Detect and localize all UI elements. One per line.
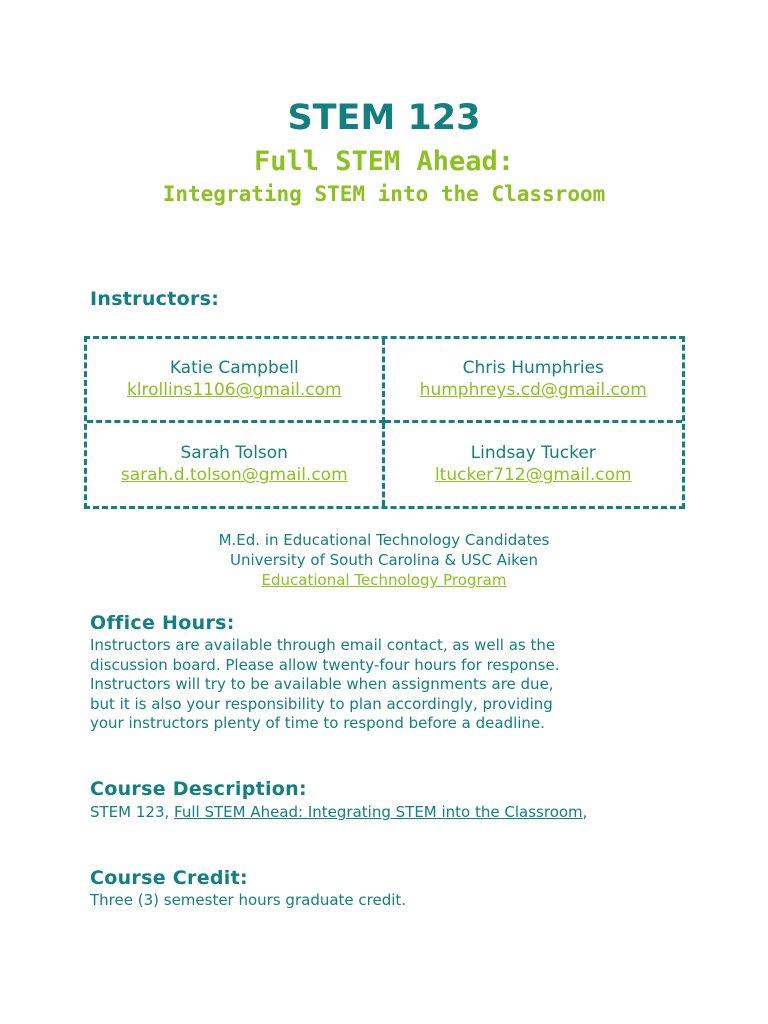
office-hours-line: your instructors plenty of time to respond before a deadline. xyxy=(90,714,545,732)
course-subtitle: Integrating STEM into the Classroom xyxy=(162,182,606,206)
instructors-table xyxy=(84,336,685,509)
instructor-email-link[interactable]: ltucker712@gmail.com xyxy=(434,465,632,486)
course-code-title: STEM 123 xyxy=(287,98,481,138)
instructor-cell xyxy=(87,423,385,507)
office-hours-line: discussion board. Please allow twenty-four hours for response. xyxy=(90,655,560,674)
instructors-heading: Instructors: xyxy=(90,288,220,310)
office-hours-heading: Office Hours: xyxy=(90,612,235,634)
instructor-name: Lindsay Tucker xyxy=(470,443,596,464)
description-prefix: STEM 123, xyxy=(90,803,175,821)
course-title: Full STEM Ahead: xyxy=(253,146,515,177)
university-line: University of South Carolina & USC Aiken xyxy=(229,551,539,569)
instructor-cell xyxy=(87,339,385,423)
program-link[interactable]: Educational Technology Program xyxy=(261,571,507,589)
office-hours-line: Instructors are available through email contact, as well as the xyxy=(90,636,556,654)
affiliation-block xyxy=(0,530,768,590)
course-description-heading: Course Description: xyxy=(90,778,307,800)
instructor-name: Chris Humphries xyxy=(462,358,604,379)
instructor-email-link[interactable]: klrollins1106@gmail.com xyxy=(126,380,342,401)
instructor-name: Sarah Tolson xyxy=(180,443,288,464)
course-credit-heading: Course Credit: xyxy=(90,867,248,889)
instructor-cell xyxy=(385,339,683,423)
instructor-email-link[interactable]: humphreys.cd@gmail.com xyxy=(419,380,647,401)
instructor-email-link[interactable]: sarah.d.tolson@gmail.com xyxy=(120,465,348,486)
degree-line: M.Ed. in Educational Technology Candidates xyxy=(218,531,550,549)
instructor-cell xyxy=(385,423,683,507)
course-description-text xyxy=(90,803,690,823)
office-hours-line: but it is also your responsibility to plan accordingly, providing xyxy=(90,694,553,713)
instructor-name: Katie Campbell xyxy=(169,358,299,379)
course-credit-text: Three (3) semester hours graduate credit. xyxy=(90,891,407,909)
course-title-link[interactable]: Full STEM Ahead: Integrating STEM into the Classroom xyxy=(174,803,583,821)
description-suffix: , xyxy=(582,803,588,821)
office-hours-line: Instructors will try to be available when assignments are due, xyxy=(90,675,554,693)
office-hours-text xyxy=(90,636,690,734)
